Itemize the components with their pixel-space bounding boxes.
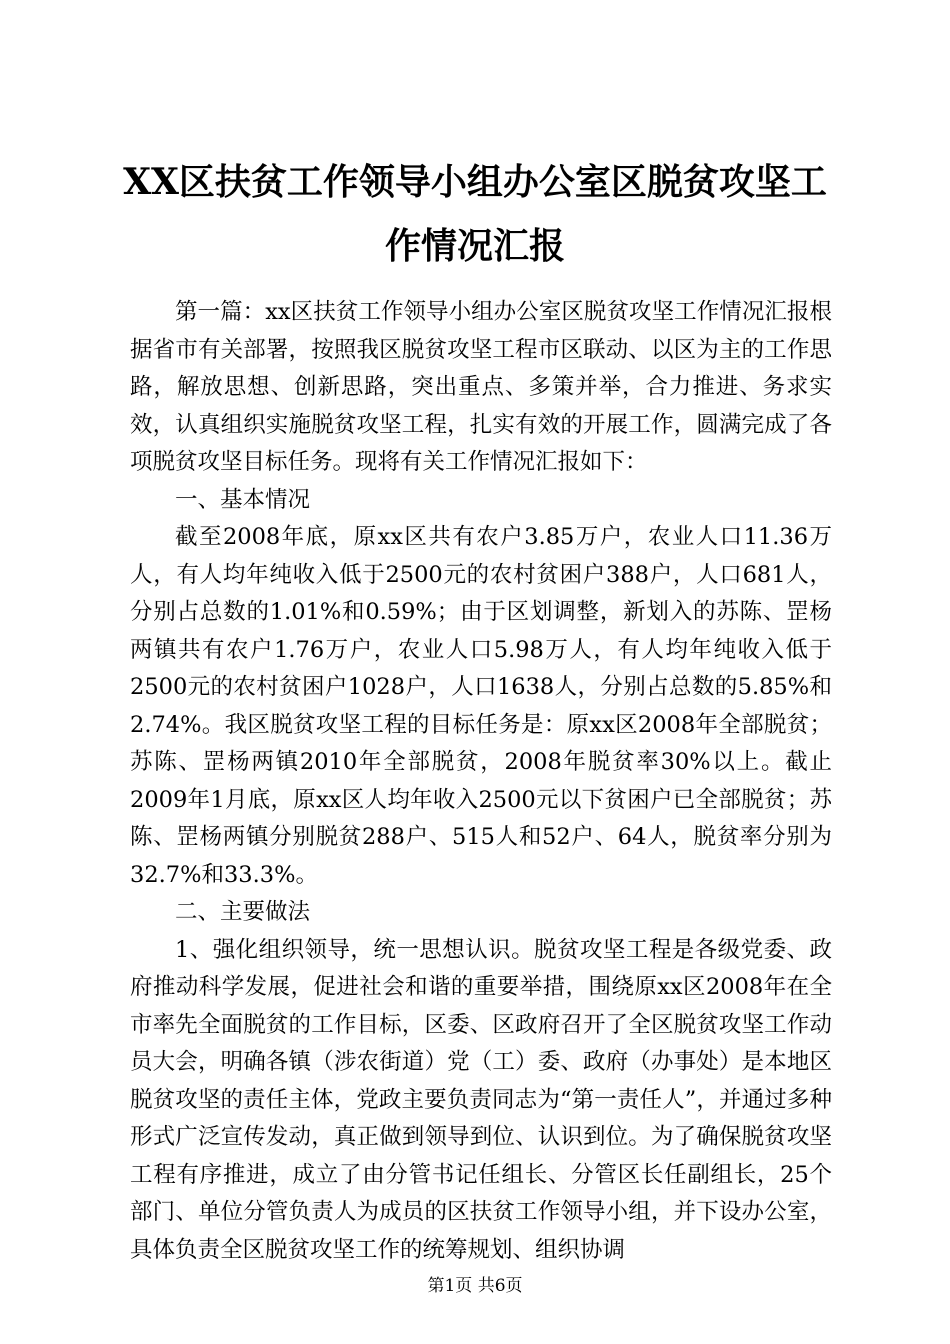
main-practices-paragraph-1: 1、强化组织领导，统一思想认识。脱贫攻坚工程是各级党委、政府推动科学发展，促进社会和谐的重要举措，围绕原xx区2008年在全市率先全面脱贫的工作目标，区委、区政府召开了全区脱贫攻坚工作动员大会，明确各镇（涉农街道）党（工）委、政府（办事处）是本地区脱贫攻坚的责任主体，党政主要负责同志为“第一责任人”，并通过多种形式广泛宣传发动，真正做到领导到位、认识到位。为了确保脱贫攻坚工程有序推进，成立了由分管书记任组长、分管区长任副组长，25个部门、单位分管负责人为成员的区扶贫工作领导小组，并下设办公室，具体负责全区脱贫攻坚工作的统筹规划、组织协调 — [130, 936, 832, 1263]
section-heading-main-practices: 二、主要做法 — [175, 899, 311, 925]
page-footer: 第1页 共6页 — [427, 1276, 523, 1296]
document-title-line-2: 作情况汇报 — [384, 225, 565, 267]
document-body — [130, 294, 832, 1269]
basic-situation-paragraph: 截至2008年底，原xx区共有农户3.85万户，农业人口11.36万人，有人均年纯收入低于2500元的农村贫困户388户，人口681人，分别占总数的1.01%和0.59%；由于区划调整，新划入的苏陈、罡杨两镇共有农户1.76万户，农业人口5.98万人，有人均年纯收入低于2500元的农村贫困户1028户，人口1638人，分别占总数的5.85%和2.74%。我区脱贫攻坚工程的目标任务是：原xx区2008年全部脱贫；苏陈、罡杨两镇2010年全部脱贫，2008年脱贫率30%以上。截止2009年1月底，原xx区人均年收入2500元以下贫困户已全部脱贫；苏陈、罡杨两镇分别脱贫288户、515人和52户、64人，脱贫率分别为32.7%和33.3%。 — [130, 524, 832, 888]
section-heading-basic-situation: 一、基本情况 — [175, 486, 311, 513]
document-title-line-1: XX区扶贫工作领导小组办公室区脱贫攻坚工 — [123, 161, 827, 203]
intro-paragraph: 第一篇：xx区扶贫工作领导小组办公室区脱贫攻坚工作情况汇报根据省市有关部署，按照我区脱贫攻坚工程市区联动、以区为主的工作思路，解放思想、创新思路，突出重点、多策并举，合力推进、务求实效，认真组织实施脱贫攻坚工程，扎实有效的开展工作，圆满完成了各项脱贫攻坚目标任务。现将有关工作情况汇报如下： — [130, 299, 832, 475]
